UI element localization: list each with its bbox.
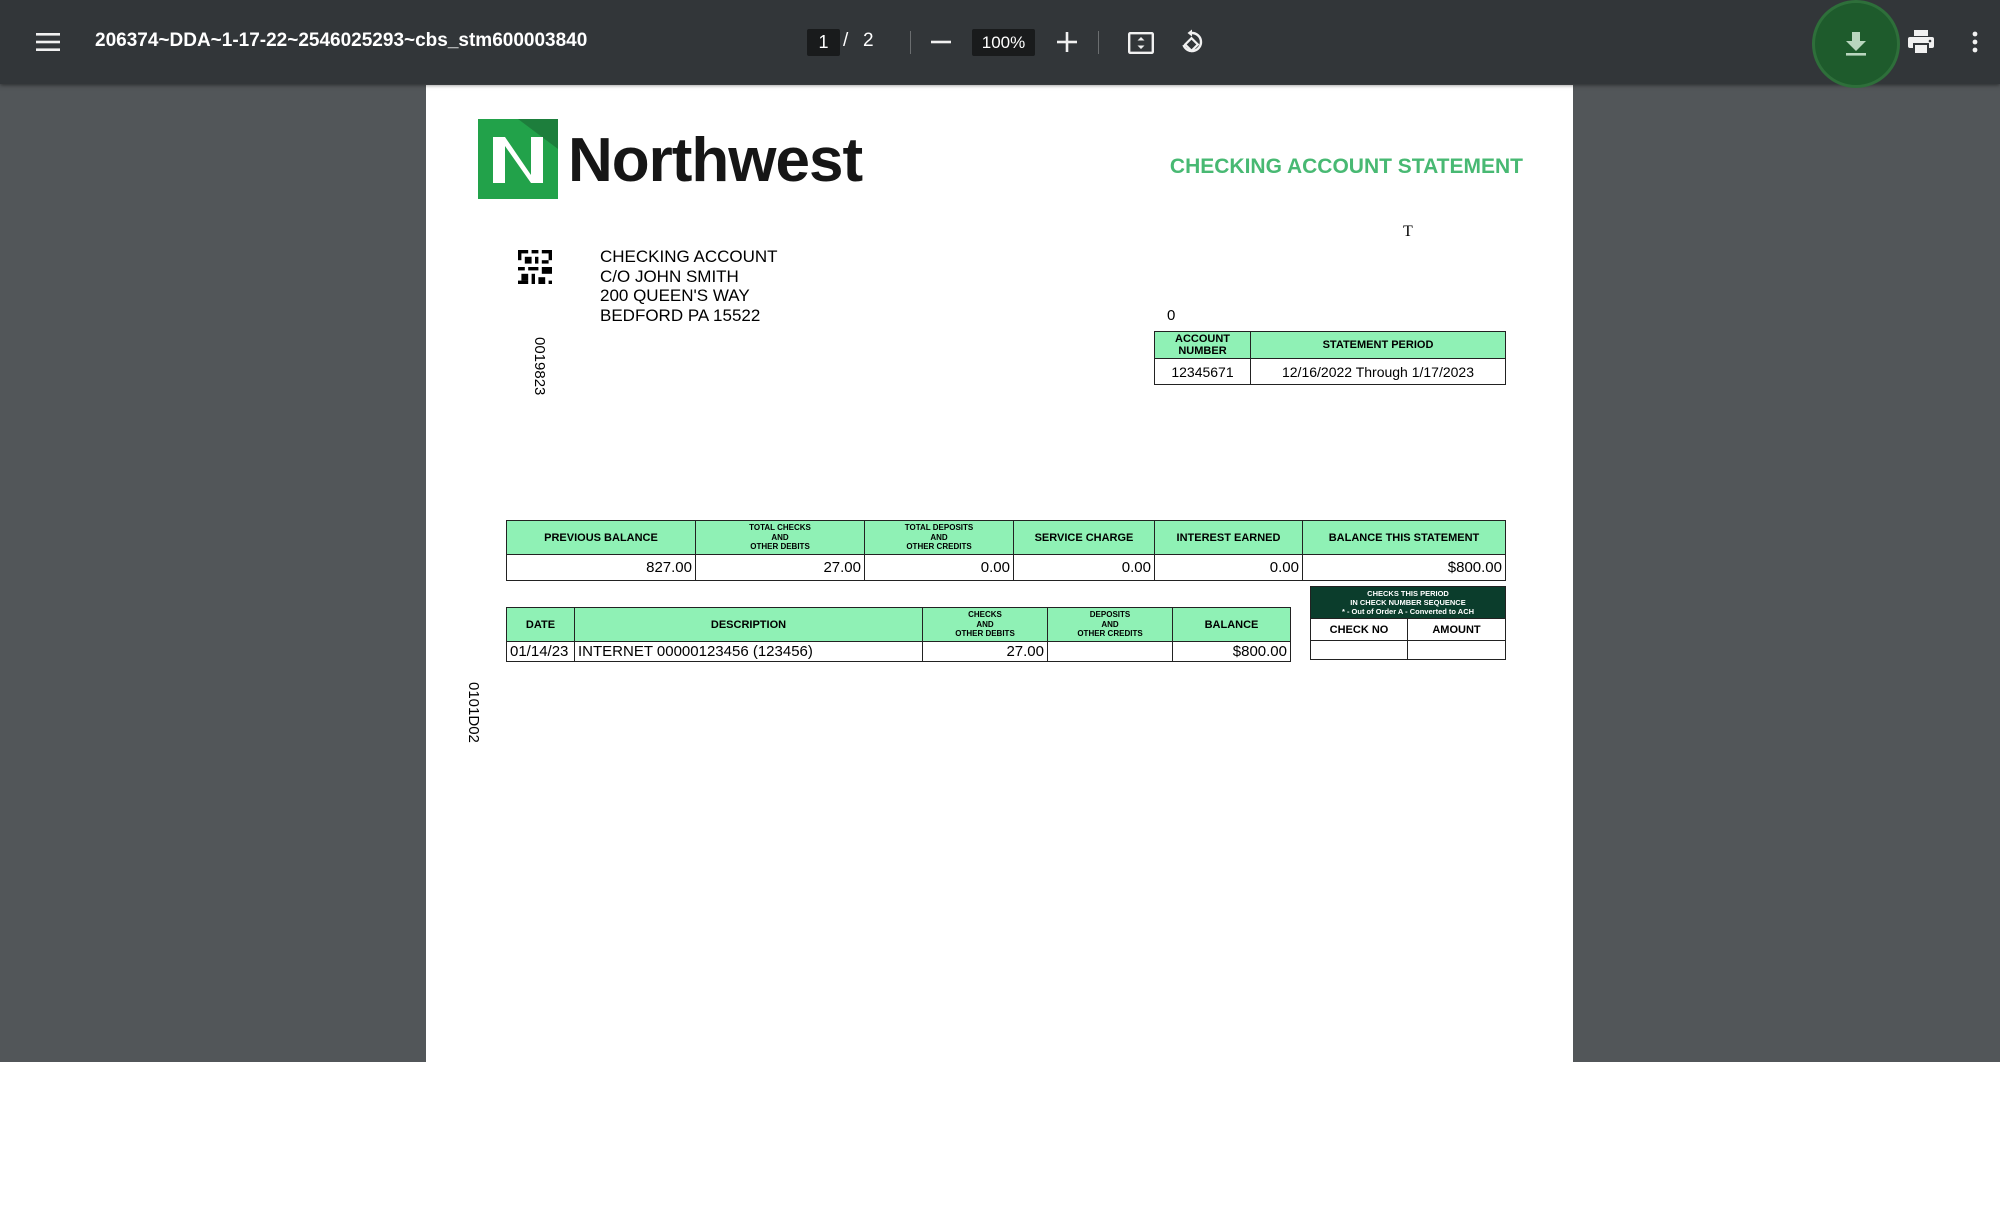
checks-period-table: [1310, 586, 1506, 660]
toolbar-divider: [1098, 31, 1099, 54]
form-code-vertical: 0101D02: [465, 682, 482, 743]
transactions-table: [506, 607, 1291, 662]
balance-header: BALANCE THIS STATEMENT: [1303, 521, 1506, 555]
mail-id-vertical: 0019823: [531, 337, 548, 396]
tx-checks: 27.00: [923, 642, 1048, 662]
address-line: 200 QUEEN'S WAY: [600, 286, 750, 305]
print-icon[interactable]: [1905, 27, 1937, 57]
rotate-icon[interactable]: [1177, 27, 1207, 57]
amount-header: AMOUNT: [1408, 619, 1506, 641]
amount-cell: [1408, 641, 1506, 660]
checks-period-title: CHECKS THIS PERIOD IN CHECK NUMBER SEQUENCE * - Out of Order A - Converted to ACH: [1311, 587, 1506, 619]
description-header: DESCRIPTION: [575, 608, 923, 642]
toolbar-divider: [910, 31, 911, 54]
menu-icon[interactable]: [30, 25, 66, 59]
tx-balance-header: BALANCE: [1173, 608, 1291, 642]
zoom-out-icon[interactable]: [928, 28, 954, 56]
checks-header: CHECKS AND OTHER DEBITS: [923, 608, 1048, 642]
download-icon[interactable]: [1812, 0, 1900, 88]
statement-title: CHECKING ACCOUNT STATEMENT: [1169, 155, 1523, 178]
interest-earned-header: INTEREST EARNED: [1155, 521, 1303, 555]
northwest-logo: [478, 119, 558, 199]
zoom-in-icon[interactable]: [1053, 28, 1081, 56]
account-number-header: ACCOUNT NUMBER: [1155, 332, 1251, 359]
page-separator: /: [843, 30, 849, 51]
account-info-table: [1154, 331, 1506, 385]
mailing-address: [600, 247, 778, 325]
check-no-cell: [1311, 641, 1408, 660]
page-number-input[interactable]: 1: [807, 29, 840, 56]
check-no-header: CHECK NO: [1311, 619, 1408, 641]
statement-period: 12/16/2022 Through 1/17/2023: [1251, 359, 1506, 385]
previous-balance: 827.00: [507, 555, 696, 581]
more-icon[interactable]: [1964, 27, 1986, 57]
toolbar: [0, 0, 2000, 84]
brand-name: Northwest: [568, 126, 863, 195]
interest-earned: 0.00: [1155, 555, 1303, 581]
tx-balance: $800.00: [1173, 642, 1291, 662]
date-header: DATE: [507, 608, 575, 642]
page-total: 2: [863, 30, 874, 51]
deposits-header: DEPOSITS AND OTHER CREDITS: [1048, 608, 1173, 642]
zero-mark: 0: [1167, 307, 1176, 324]
total-checks-header: TOTAL CHECKS AND OTHER DEBITS: [696, 521, 865, 555]
fit-page-icon[interactable]: [1126, 28, 1156, 58]
tx-deposits: [1048, 642, 1173, 662]
summary-table: [506, 520, 1506, 581]
t-mark: T: [1403, 223, 1413, 240]
address-line: CHECKING ACCOUNT: [600, 247, 778, 266]
total-deposits-header: TOTAL DEPOSITS AND OTHER CREDITS: [865, 521, 1014, 555]
tx-date: 01/14/23: [507, 642, 575, 662]
total-checks: 27.00: [696, 555, 865, 581]
service-charge-header: SERVICE CHARGE: [1014, 521, 1155, 555]
balance-this-statement: $800.00: [1303, 555, 1506, 581]
account-number: 12345671: [1155, 359, 1251, 385]
pdf-page: [426, 85, 1573, 1062]
zoom-level-input[interactable]: 100%: [972, 29, 1035, 56]
barcode-icon: [518, 250, 552, 284]
address-line: BEDFORD PA 15522: [600, 305, 761, 325]
document-title: 206374~DDA~1-17-22~2546025293~cbs_stm600003840: [95, 30, 588, 51]
service-charge: 0.00: [1014, 555, 1155, 581]
total-deposits: 0.00: [865, 555, 1014, 581]
address-line: C/O JOHN SMITH: [600, 266, 739, 286]
previous-balance-header: PREVIOUS BALANCE: [507, 521, 696, 555]
tx-description: INTERNET 00000123456 (123456): [575, 642, 923, 662]
table-row: [507, 642, 1291, 662]
statement-period-header: STATEMENT PERIOD: [1251, 332, 1506, 359]
